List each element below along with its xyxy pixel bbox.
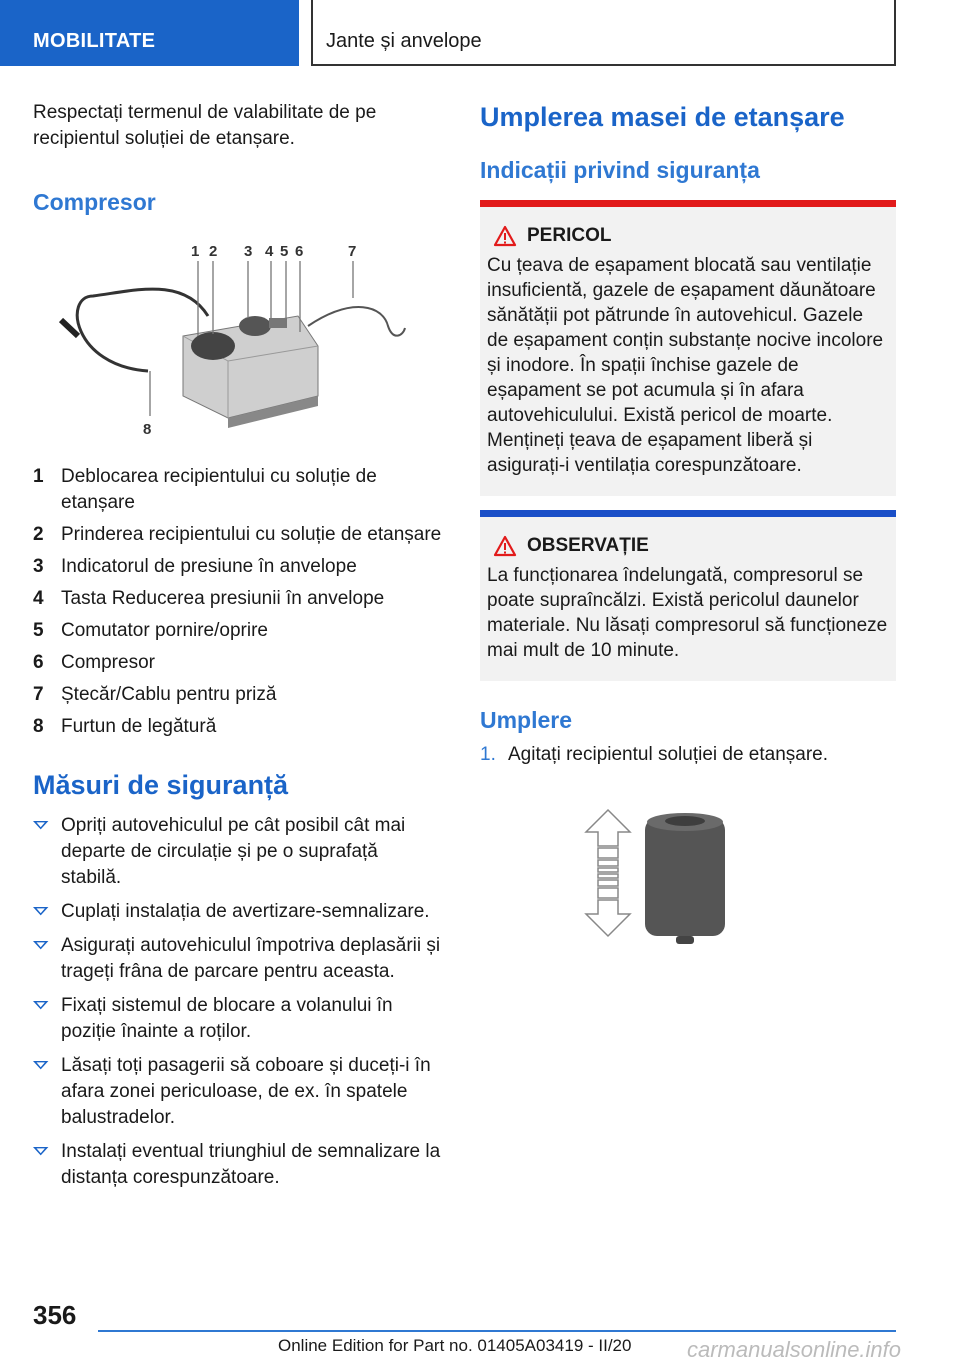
warning-triangle-icon <box>493 535 517 557</box>
safety-heading: Măsuri de siguranță <box>33 770 289 800</box>
safety-sub-heading: Indicații privind siguranța <box>480 157 760 183</box>
list-item: 3 Indicatorul de presiune în anvelope <box>33 556 357 577</box>
footer-divider <box>98 1330 896 1332</box>
callout-1: 1 <box>191 243 200 260</box>
list-item: 1. Agitați recipientul soluției de etanșare. <box>480 744 829 765</box>
callout-2: 2 <box>209 243 218 260</box>
notice-box <box>480 510 896 681</box>
edition-text: Online Edition for Part no. 01405A03419 - II/20 <box>278 1336 632 1355</box>
callout-5: 5 <box>280 243 289 260</box>
bullet-icon <box>33 907 48 915</box>
danger-text: Cu țeava de eșapament blocată sau ventilație insuficientă, gazele de eșapament dăunătoare sănătății pot pătrunde în autovehicul. Gazele de eșapament conțin substanțe nocive incolore și inodore. În spații închise gazele de eșapament se pot acumula și în afara autovehiculului. Există pericol de moarte. Mențineți țeava de eșapament liberă și asigurați-i ventilația corespunzătoare. <box>487 255 884 476</box>
fill-steps <box>480 742 896 768</box>
compressor-heading: Compresor <box>33 189 156 215</box>
left-column <box>33 100 443 1199</box>
compressor-illustration <box>33 236 443 446</box>
bullet-icon <box>33 1001 48 1009</box>
watermark-text: carmanualsonline.info <box>687 1337 902 1362</box>
bullet-icon <box>33 1147 48 1155</box>
page-number: 356 <box>33 1300 77 1330</box>
list-item: 4 Tasta Reducerea presiunii în anvelope <box>33 588 385 609</box>
callout-8: 8 <box>143 421 152 438</box>
component-list <box>33 464 443 740</box>
list-item: Opriți autovehiculul pe cât posibil cât mai departe de circulație și pe o suprafață stabilă. <box>33 813 443 891</box>
notice-title: OBSERVAȚIE <box>527 535 649 556</box>
section-title: MOBILITATE <box>33 30 156 52</box>
list-item: Asigurați autovehiculul împotriva deplasării și trageți frâna de parcare pentru aceasta. <box>33 933 443 985</box>
list-item: 1 Deblocarea recipientului cu soluție de etanșare <box>33 466 377 513</box>
list-item: Cuplați instalația de avertizare-semnalizare. <box>33 899 443 925</box>
safety-list <box>33 813 443 1191</box>
callout-7: 7 <box>348 243 357 260</box>
fill-heading: Umplere <box>480 707 573 733</box>
sealant-bottle-image <box>480 808 896 1008</box>
danger-box <box>480 200 896 496</box>
shake-illustration <box>480 808 896 1008</box>
notice-text: La funcționarea îndelungată, compresorul se poate supraîncălzi. Există pericolul daunelor materiale. Nu lăsați compresorul să funcționeze mai mult de 10 minute. <box>487 565 888 661</box>
chapter-tab <box>311 0 896 66</box>
bullet-icon <box>33 941 48 949</box>
list-item: 2 Prinderea recipientului cu soluție de etanșare <box>33 524 442 545</box>
right-column <box>480 100 896 1008</box>
warning-triangle-icon <box>493 225 517 247</box>
list-item: 5 Comutator pornire/oprire <box>33 620 268 641</box>
compressor-image <box>33 236 443 446</box>
list-item: 8 Furtun de legătură <box>33 716 217 737</box>
chapter-title: Jante și anvelope <box>326 30 482 52</box>
callout-4: 4 <box>265 243 274 260</box>
danger-title: PERICOL <box>527 225 612 246</box>
bullet-icon <box>33 1061 48 1069</box>
section-tab <box>0 0 299 66</box>
list-item: 6 Compresor <box>33 652 155 673</box>
list-item: Fixați sistemul de blocare a volanului în poziție înainte a roților. <box>33 993 443 1045</box>
list-item: Lăsați toți pasagerii să coboare și duceți-i în afara zonei periculoase, de ex. în spatele balustradelor. <box>33 1053 443 1131</box>
bullet-icon <box>33 821 48 829</box>
main-heading: Umplerea masei de etanșare <box>480 102 845 132</box>
callout-3: 3 <box>244 243 253 260</box>
list-item: 7 Ștecăr/Cablu pentru priză <box>33 684 277 705</box>
intro-paragraph: Respectați termenul de valabilitate de pe recipientul soluției de etanșare. <box>33 102 377 149</box>
callout-6: 6 <box>295 243 304 260</box>
list-item: Instalați eventual triunghiul de semnalizare la distanța corespunzătoare. <box>33 1139 443 1191</box>
